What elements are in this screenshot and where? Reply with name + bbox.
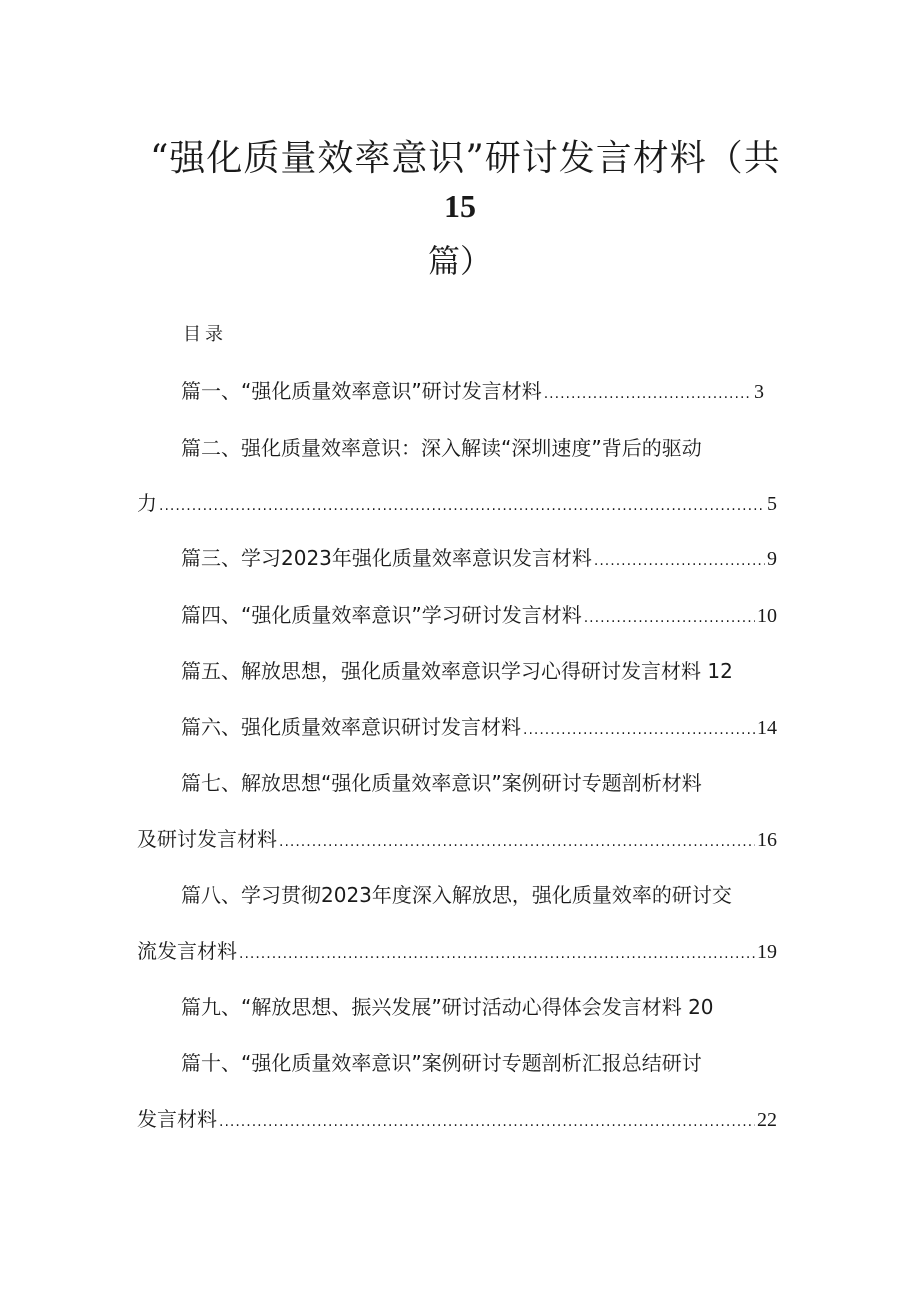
toc-entry-text: 篇五、解放思想，强化质量效率意识学习心得研讨发言材料 12: [181, 659, 733, 683]
toc-entry-text: 篇九、“解放思想、振兴发展”研讨活动心得体会发言材料 20: [181, 995, 714, 1019]
toc-entry-4[interactable]: [181, 599, 777, 628]
toc-entry-page: 14: [757, 717, 777, 739]
toc-leader-dots: [219, 1114, 755, 1130]
toc-leader-dots: [279, 834, 755, 850]
toc-entry-9[interactable]: [181, 991, 741, 1020]
document-title-line3: 篇）: [427, 242, 492, 280]
toc-entry-10[interactable]: [181, 1047, 764, 1076]
toc-entry-text: 力: [137, 491, 157, 515]
toc-entry-page: 5: [767, 493, 777, 515]
document-title-line2: 15: [444, 188, 476, 224]
toc-entry-text: 篇二、强化质量效率意识：深入解读“深圳速度”背后的驱动: [181, 436, 702, 460]
toc-entry-text: 及研讨发言材料: [137, 827, 277, 851]
toc-entry-page: 9: [767, 548, 777, 570]
toc-entry-10-cont[interactable]: [137, 1103, 777, 1132]
toc-entry-6[interactable]: [181, 711, 777, 740]
toc-entry-page: 16: [757, 829, 777, 851]
toc-entry-text: 篇一、“强化质量效率意识”研讨发言材料: [181, 379, 542, 403]
toc-entry-1[interactable]: [181, 375, 764, 404]
toc-entry-page: 3: [754, 381, 764, 403]
toc-leader-dots: [239, 946, 755, 962]
toc-leader-dots: [544, 386, 752, 402]
toc-entry-8[interactable]: [181, 879, 764, 908]
toc-entry-7[interactable]: [181, 767, 764, 796]
toc-entry-text: 篇四、“强化质量效率意识”学习研讨发言材料: [181, 603, 582, 627]
toc-entry-text: 篇三、学习2023年强化质量效率意识发言材料: [181, 546, 592, 570]
toc-entry-text: 篇六、强化质量效率意识研讨发言材料: [181, 715, 521, 739]
toc-leader-dots: [594, 553, 765, 569]
toc-entry-2-cont[interactable]: [137, 487, 777, 516]
toc-leader-dots: [159, 498, 765, 514]
toc-entry-text: 篇十、“强化质量效率意识”案例研讨专题剖析汇报总结研讨: [181, 1051, 702, 1075]
toc-entry-8-cont[interactable]: [137, 935, 777, 964]
toc-entry-page: 22: [757, 1109, 777, 1131]
toc-entry-text: 发言材料: [137, 1107, 217, 1131]
document-title-line1: “强化质量效率意识”研讨发言材料（共: [150, 138, 781, 179]
toc-entry-text: 篇八、学习贯彻2023年度深入解放思，强化质量效率的研讨交: [181, 883, 732, 907]
toc-entry-text: 流发言材料: [137, 939, 237, 963]
toc-entry-2[interactable]: [181, 432, 764, 461]
toc-heading: 目录: [183, 324, 227, 345]
toc-entry-3[interactable]: [181, 542, 777, 571]
toc-entry-7-cont[interactable]: [137, 823, 777, 852]
toc-entry-5[interactable]: [181, 655, 741, 684]
toc-entry-text: 篇七、解放思想“强化质量效率意识”案例研讨专题剖析材料: [181, 771, 702, 795]
toc-entry-page: 10: [757, 605, 777, 627]
toc-entry-page: 19: [757, 941, 777, 963]
toc-leader-dots: [523, 722, 755, 738]
toc-leader-dots: [584, 610, 755, 626]
